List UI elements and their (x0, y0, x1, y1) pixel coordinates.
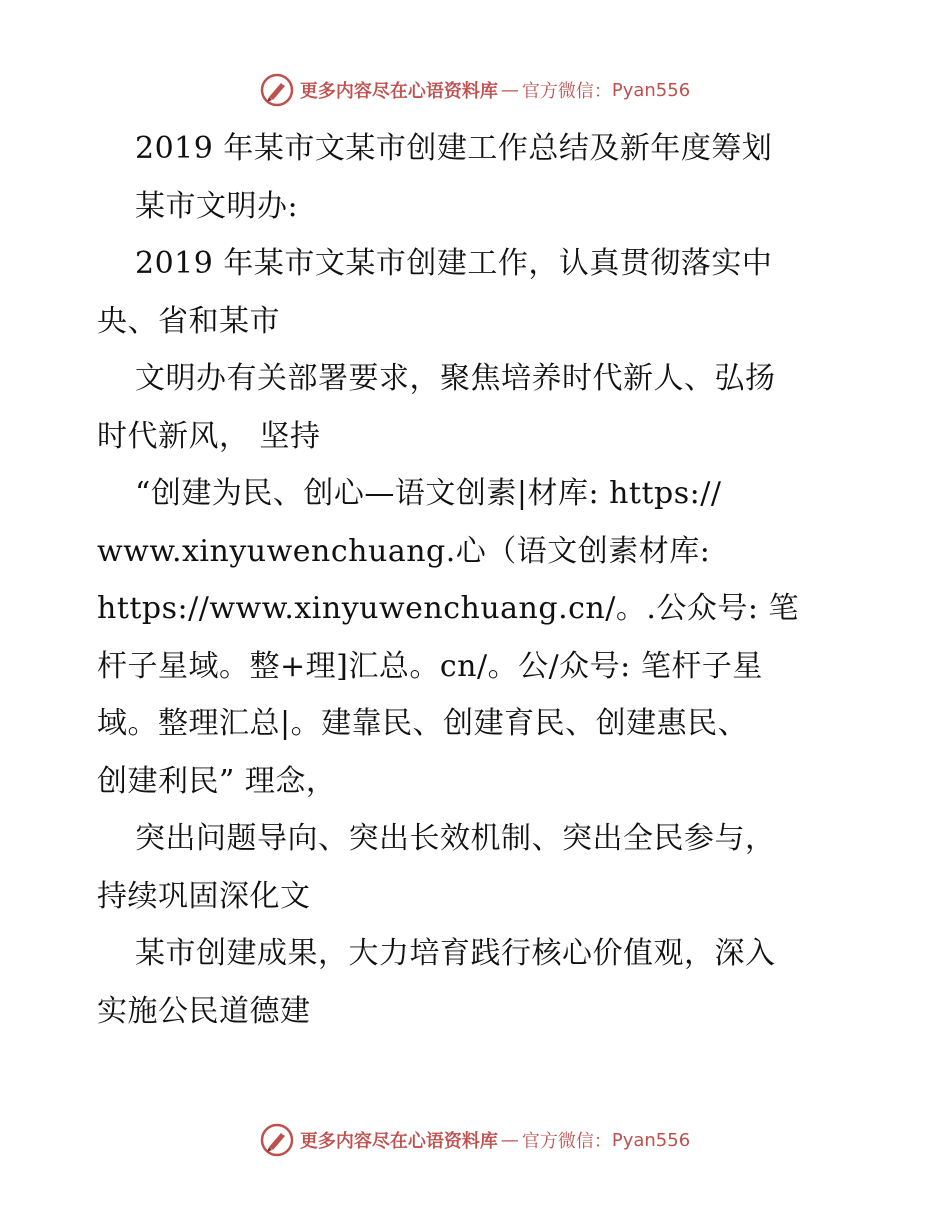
banner-text (300, 77, 690, 103)
document-line: 2019 年某市文某市创建工作，认真贯彻落实中 (135, 246, 773, 281)
document-line: www.xinyuwenchuang.心（语文创素材库: (97, 533, 711, 569)
banner-wechat-label: 官方微信： (521, 1131, 612, 1152)
footer-banner (0, 1120, 950, 1160)
banner-brand: 更多内容尽在心语资料库 (299, 1131, 498, 1152)
document-line: 时代新风， 坚持 (97, 418, 321, 454)
header-banner (0, 70, 950, 110)
document-line: 央、省和某市 (97, 303, 280, 339)
document-line: 突出问题导向、突出长效机制、突出全民参与， (135, 821, 776, 856)
document-line: 实施公民道德建 (97, 993, 311, 1029)
banner-text (300, 1127, 690, 1153)
banner-wechat-id: Pyan556 (611, 79, 691, 101)
banner-wechat-label: 官方微信： (521, 81, 612, 102)
pen-logo-icon (260, 73, 294, 107)
document-title: 2019 年某市文某市创建工作总结及新年度筹划 (135, 131, 773, 166)
pen-logo-icon (260, 1123, 294, 1157)
document-line: 某市创建成果，大力培育践行核心价值观，深入 (135, 936, 776, 971)
document-body (97, 120, 857, 1040)
document-line: 域。整理汇总|。建靠民、创建育民、创建惠民、 (97, 706, 749, 741)
document-line: 创建利民” 理念， (97, 763, 337, 799)
banner-separator: — (500, 1129, 519, 1151)
document-line: 杆子星域。整+理]汇总。cn/。公/众号: 笔杆子星 (97, 648, 763, 684)
document-line: 持续巩固深化文 (97, 878, 311, 914)
banner-brand: 更多内容尽在心语资料库 (299, 81, 498, 102)
document-line: https://www.xinyuwenchuang.cn/。.公众号: 笔 (97, 591, 800, 626)
document-line: 某市文明办: (135, 188, 299, 224)
banner-separator: — (500, 79, 519, 101)
document-line: 文明办有关部署要求，聚焦培养时代新人、弘扬 (135, 361, 776, 396)
document-line: “创建为民、创心—语文创素|材库: https:// (135, 476, 722, 511)
banner-wechat-id: Pyan556 (611, 1129, 691, 1151)
